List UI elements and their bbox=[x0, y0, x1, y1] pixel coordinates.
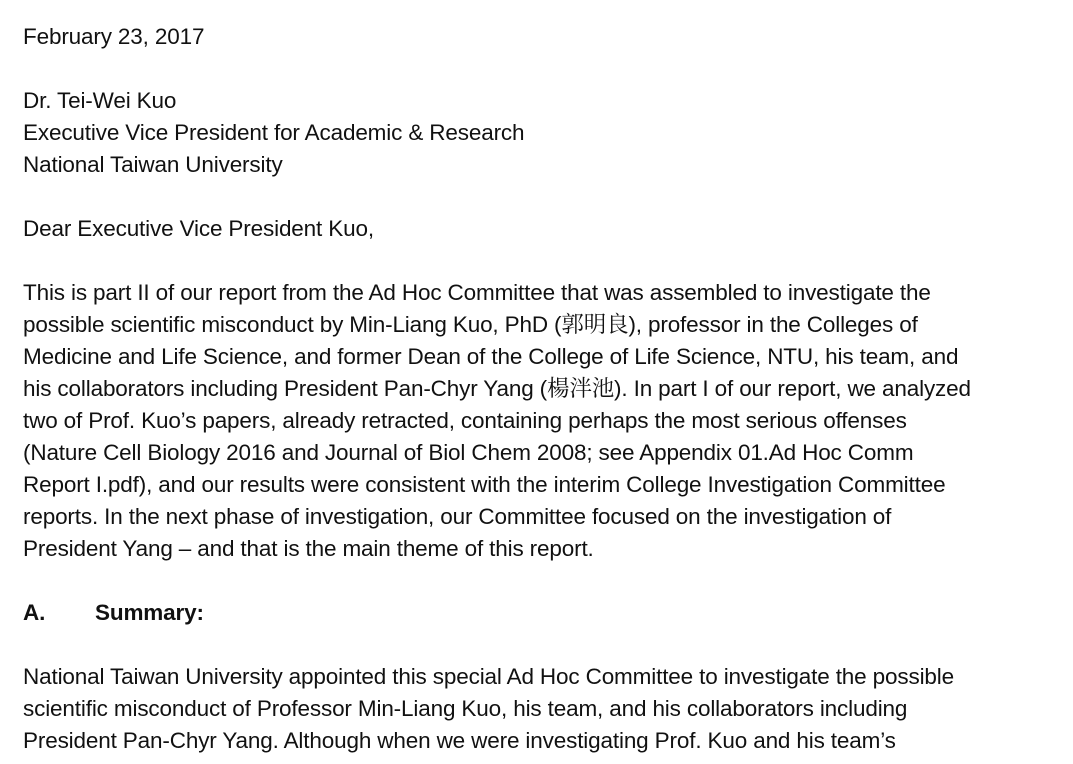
section-number: A. bbox=[23, 600, 46, 625]
spacer bbox=[23, 245, 1063, 277]
letter-date: February 23, 2017 bbox=[23, 24, 205, 49]
recipient-institution: National Taiwan University bbox=[23, 152, 283, 177]
spacer bbox=[23, 53, 1063, 85]
paragraph-line: President Yang – and that is the main theme of this report. bbox=[23, 536, 594, 561]
paragraph-line: his collaborators including President Pan-Chyr Yang (楊泮池). In part I of our report, we analyzed bbox=[23, 376, 971, 401]
paragraph-line: scientific misconduct of Professor Min-Liang Kuo, his team, and his collaborators including bbox=[23, 696, 908, 721]
section-a-heading bbox=[23, 597, 1063, 629]
paragraph-line: two of Prof. Kuo’s papers, already retracted, containing perhaps the most serious offenses bbox=[23, 408, 907, 433]
paragraph-line: National Taiwan University appointed this special Ad Hoc Committee to investigate the possible bbox=[23, 664, 954, 689]
spacer bbox=[23, 565, 1063, 597]
spacer bbox=[23, 181, 1063, 213]
paragraph-line: Medicine and Life Science, and former Dean of the College of Life Science, NTU, his team, and bbox=[23, 344, 959, 369]
paragraph-line: Report I.pdf), and our results were consistent with the interim College Investigation Committee bbox=[23, 472, 946, 497]
recipient-name: Dr. Tei-Wei Kuo bbox=[23, 88, 177, 113]
letter-body bbox=[23, 21, 1063, 757]
section-title: Summary: bbox=[95, 600, 204, 625]
summary-paragraph bbox=[23, 661, 1063, 757]
salutation: Dear Executive Vice President Kuo, bbox=[23, 216, 374, 241]
intro-paragraph bbox=[23, 277, 1063, 565]
paragraph-line: This is part II of our report from the Ad Hoc Committee that was assembled to investigate the bbox=[23, 280, 931, 305]
spacer bbox=[23, 629, 1063, 661]
recipient-block bbox=[23, 85, 1063, 181]
paragraph-line: possible scientific misconduct by Min-Liang Kuo, PhD (郭明良), professor in the Colleges of bbox=[23, 312, 918, 337]
paragraph-line: reports. In the next phase of investigation, our Committee focused on the investigation of bbox=[23, 504, 892, 529]
paragraph-line: President Pan-Chyr Yang. Although when we were investigating Prof. Kuo and his team’s bbox=[23, 728, 896, 753]
paragraph-line: (Nature Cell Biology 2016 and Journal of Biol Chem 2008; see Appendix 01.Ad Hoc Comm bbox=[23, 440, 914, 465]
recipient-title: Executive Vice President for Academic & Research bbox=[23, 120, 525, 145]
